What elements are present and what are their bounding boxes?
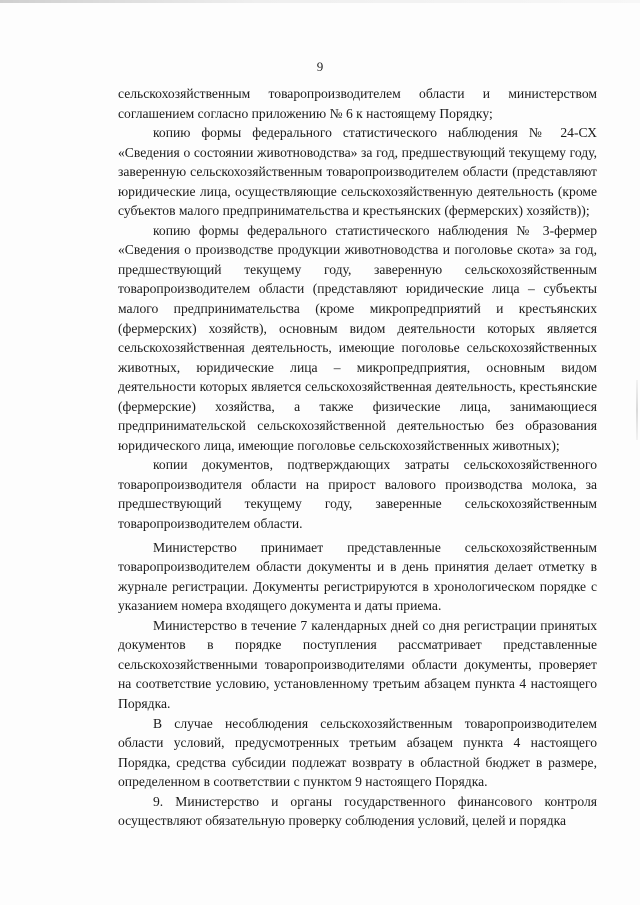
scan-edge (0, 0, 640, 3)
paragraph-registration: Министерство принимает представленные сельскохозяйственным товаропроизводителем области документы и в день принятия делает отметку в журнале регистрации. Документы регистрируются в хронологическом порядке с указанием номера входящего документа и даты приема. (118, 539, 597, 614)
paragraph-form-3-fermer: копию формы федерального статистического наблюдения № 3-фермер «Сведения о производстве продукции животноводства и поголовье скота» за год, предшествующий текущему году, заверенную сельскохозяйственным товаропроизводителем области (представляют юридические лица – субъекты малого предпринимательства (кроме микропредприятий и крестьянских (фермерских) хозяйств), основным видом деятельности которых является сельскохозяйственная деятельность, имеющие поголовье сельскохозяйственных животных, юридические лица – микропредприятия, основным видом деятельности которых является сельскохозяйственная деятельность, крестьянские (фермерские) хозяйства, а также физические лица, занимающиеся предпринимательской сельскохозяйственной деятельностью без образования юридического лица, имеющие поголовье сельскохозяйственных животных); (118, 222, 597, 453)
paragraph-form-24-sh: копию формы федерального статистического наблюдения № 24-СХ «Сведения о состоянии животноводства» за год, предшествующий текущему году, заверенную сельскохозяйственным товаропроизводителем области (представляют юридические лица, осуществляющие сельскохозяйственную деятельность (кроме субъектов малого предпринимательства и крестьянских (фермерских) хозяйств)); (118, 125, 597, 219)
paragraph-cost-documents: копии документов, подтверждающих затраты сельскохозяйственного товаропроизводителя области на прирост валового производства молока, за предшествующий текущему году, заверенные сельскохозяйственным товаропроизводителем области. (118, 457, 597, 532)
paragraph-item-9: 9. Министерство и органы государственного финансового контроля осуществляют обязательную проверку соблюдения условий, целей и порядка (118, 793, 597, 829)
scan-margin-mark (636, 380, 638, 440)
paragraph-review: Министерство в течение 7 календарных дней со дня регистрации принятых документов в порядке поступления рассматривает представленные сельскохозяйственными товаропроизводителями области документы, проверяет на соответствие условию, установленному третьим абзацем пункта 4 настоящего Порядка. (118, 617, 597, 711)
paragraph-refund: В случае несоблюдения сельскохозяйственным товаропроизводителем области условий, предусмотренных третьим абзацем пункта 4 настоящего Порядка, средства субсидии подлежат возврату в областной бюджет в размере, определенном в соответствии с пунктом 9 настоящего Порядка. (118, 715, 597, 790)
paragraph-continuation: сельскохозяйственным товаропроизводителем области и министерством соглашением согласно приложению № 6 к настоящему Порядку; (118, 86, 597, 121)
page-number: 9 (316, 59, 324, 74)
document-body (118, 84, 597, 831)
